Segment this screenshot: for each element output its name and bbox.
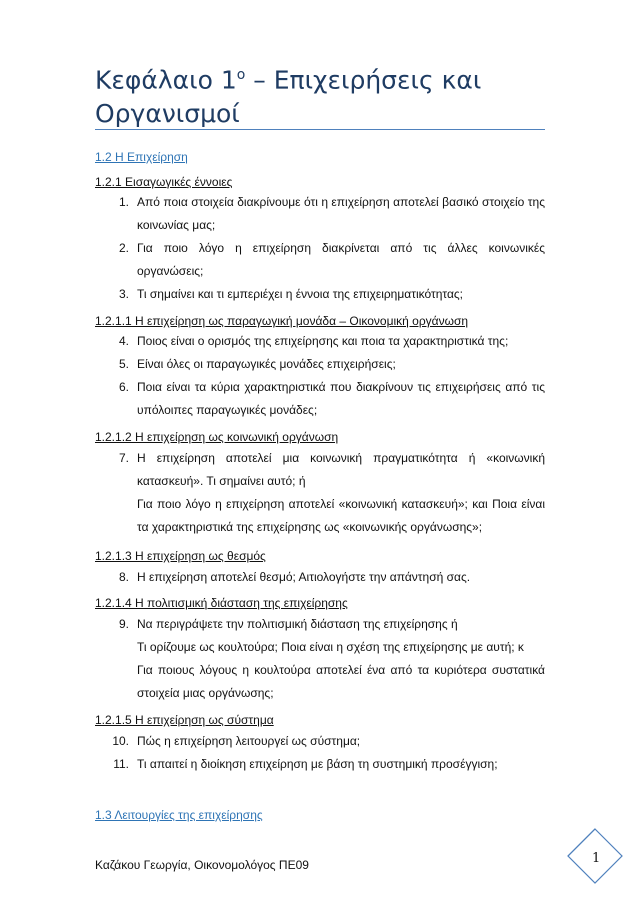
- list-item: 10. Πώς η επιχείρηση λειτουργεί ως σύστημα;: [112, 734, 361, 748]
- list-item-continuation: Τι ορίζουμε ως κουλτούρα; Ποια είναι η σχέση της επιχείρησης με αυτή; κ: [137, 640, 524, 654]
- list-item: 3. Τι σημαίνει και τι εμπεριέχει η έννοια της επιχειρηματικότητας;: [118, 287, 464, 301]
- list-item: 7. Η επιχείρηση αποτελεί μια κοινωνική πραγματικότητα ή «κοινωνική κατασκευή». Τι σημαίνει αυτό; ή: [118, 451, 545, 488]
- list-item: 11. Τι απαιτεί η διοίκηση επιχείρηση με βάση τη συστημική προσέγγιση;: [113, 757, 498, 771]
- list-item: 5. Είναι όλες οι παραγωγικές μονάδες επιχειρήσεις;: [118, 357, 396, 371]
- title-text-rest: – Επιχειρήσεις και: [245, 65, 482, 95]
- list-item: 4. Ποιος είναι ο ορισμός της επιχείρησης και ποια τα χαρακτηριστικά της;: [118, 334, 509, 348]
- question-list-c: [95, 447, 545, 539]
- section-heading-1-2-1-3[interactable]: 1.2.1.3 Η επιχείρηση ως θεσμός: [95, 549, 266, 563]
- question-list-b: [95, 330, 545, 422]
- section-heading-1-2-1-2[interactable]: 1.2.1.2 Η επιχείρηση ως κοινωνική οργάνωση: [95, 430, 339, 444]
- section-heading-1-2-1-4[interactable]: 1.2.1.4 Η πολιτισμική διάσταση της επιχείρησης: [95, 596, 348, 610]
- list-item: 6. Ποια είναι τα κύρια χαρακτηριστικά που διακρίνουν τις επιχειρήσεις από τις υπόλοιπες παραγωγικές μονάδες;: [118, 380, 545, 417]
- section-heading-1-2[interactable]: 1.2 Η Επιχείρηση: [95, 150, 188, 164]
- title-divider: [95, 129, 545, 130]
- section-heading-1-3[interactable]: 1.3 Λειτουργίες της επιχείρησης: [95, 808, 263, 822]
- section-heading-1-2-1[interactable]: 1.2.1 Εισαγωγικές έννοιες: [95, 175, 233, 189]
- title-text-line2: Οργανισμοί: [95, 99, 240, 129]
- question-list-e: [95, 613, 545, 705]
- list-item-continuation: Για ποιους λόγους η κουλτούρα αποτελεί ένα από τα κυριότερα συστατικά στοιχεία μιας οργάνωσης;: [137, 663, 545, 700]
- list-item: 8. Η επιχείρηση αποτελεί θεσμό; Αιτιολογήστε την απάντησή σας.: [118, 570, 471, 584]
- list-item: 1. Από ποια στοιχεία διακρίνουμε ότι η επιχείρηση αποτελεί βασικό στοιχείο της κοινωνίας μας;: [118, 195, 545, 232]
- list-item: 9. Να περιγράψετε την πολιτισμική διάσταση της επιχείρησης ή: [118, 617, 458, 631]
- question-list-d: [95, 566, 545, 589]
- page-footer: Καζάκου Γεωργία, Οικονομολόγος ΠΕ09: [95, 858, 309, 872]
- question-list-f: [95, 730, 545, 776]
- list-item-continuation: Για ποιο λόγο η επιχείρηση αποτελεί «κοινωνική κατασκευή»; και Ποια είναι τα χαρακτηριστικά της επιχείρησης ως «κοινωνικής οργάνωσης»;: [137, 497, 545, 534]
- list-item: 2. Για ποιο λόγο η επιχείρηση διακρίνεται από τις άλλες κοινωνικές οργανώσεις;: [118, 241, 545, 278]
- section-heading-1-2-1-5[interactable]: 1.2.1.5 Η επιχείρηση ως σύστημα: [95, 713, 274, 727]
- page-title: [95, 58, 545, 131]
- title-superscript: ο: [236, 67, 246, 83]
- page-number: 1: [592, 851, 601, 866]
- title-text: Κεφάλαιο 1: [95, 65, 237, 95]
- question-list-a: [95, 191, 545, 306]
- section-heading-1-2-1-1[interactable]: 1.2.1.1 Η επιχείρηση ως παραγωγική μονάδα – Οικονομική οργάνωση: [95, 314, 469, 328]
